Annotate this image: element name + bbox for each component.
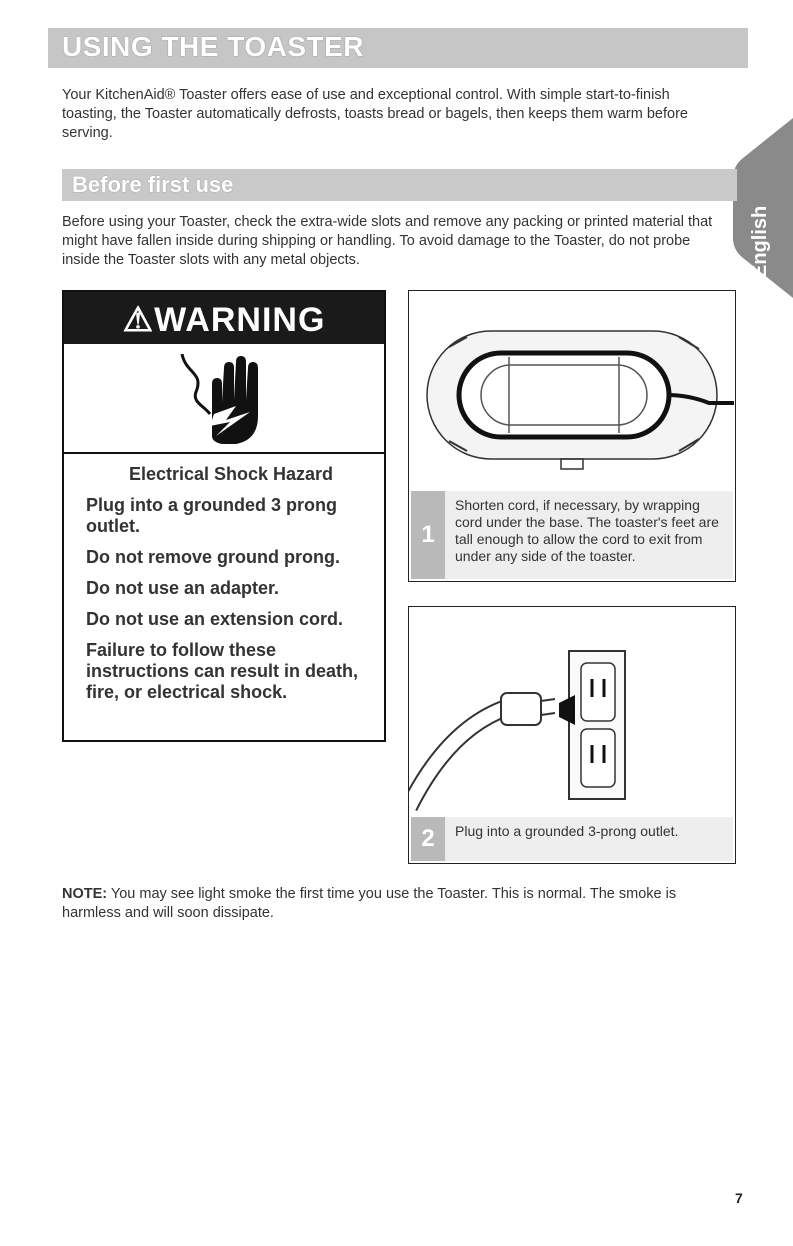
toaster-top-illustration [409, 291, 734, 491]
language-tab [733, 118, 793, 298]
hazard-title: Electrical Shock Hazard [128, 464, 334, 484]
note-text: You may see light smoke the first time you use the Toaster. This is normal. The smoke is harmless and will soon dissipate. [62, 886, 677, 921]
note-label: NOTE: [62, 886, 108, 902]
step-text: Shorten cord, if necessary, by wrapping cord under the base. The toaster's feet are tall enough to allow the cord to exit from under any side of the toaster. [455, 497, 719, 564]
warning-line: Do not remove ground prong. [86, 547, 340, 567]
shock-hazard-illustration [64, 344, 384, 454]
step-number: 2 [411, 817, 445, 861]
step-text: Plug into a grounded 3-prong outlet. [455, 823, 679, 839]
warning-box [62, 290, 386, 742]
hand-shock-icon [64, 344, 384, 450]
page-number: 7 [735, 1190, 743, 1206]
figure-outlet [408, 606, 736, 864]
warning-line: Failure to follow these instructions can result in death, fire, or electrical shock. [86, 640, 359, 702]
intro-paragraph: Your KitchenAid® Toaster offers ease of use and exceptional control. With simple start-to-finish toasting, the Toaster automatically defrosts, toasts bread or bagels, then keeps them warm before serving. [62, 87, 688, 141]
section-header-bar [62, 169, 737, 201]
language-tab-label: English [749, 205, 771, 278]
outlet-plug-illustration [409, 607, 734, 817]
warning-header [64, 292, 384, 344]
section-title: Before first use [72, 172, 234, 197]
warning-line: Plug into a grounded 3 prong outlet. [86, 495, 337, 536]
warning-heading: ⚠WARNING [122, 301, 326, 339]
step-2-caption [411, 817, 733, 861]
warning-line: Do not use an extension cord. [86, 609, 344, 629]
page-title-bar [48, 28, 748, 68]
section-body: Before using your Toaster, check the extra-wide slots and remove any packing or printed material that might have fallen inside during shipping or handling. To avoid damage to the Toaster, do not probe inside the Toaster slots with any metal objects. [62, 214, 713, 268]
warning-line: Do not use an adapter. [86, 578, 280, 598]
note-paragraph [62, 885, 732, 923]
warning-text [86, 464, 376, 713]
step-1-caption [411, 491, 733, 579]
figure-toaster-cord [408, 290, 736, 582]
step-number: 1 [411, 491, 445, 579]
page-title: USING THE TOASTER [62, 31, 365, 62]
